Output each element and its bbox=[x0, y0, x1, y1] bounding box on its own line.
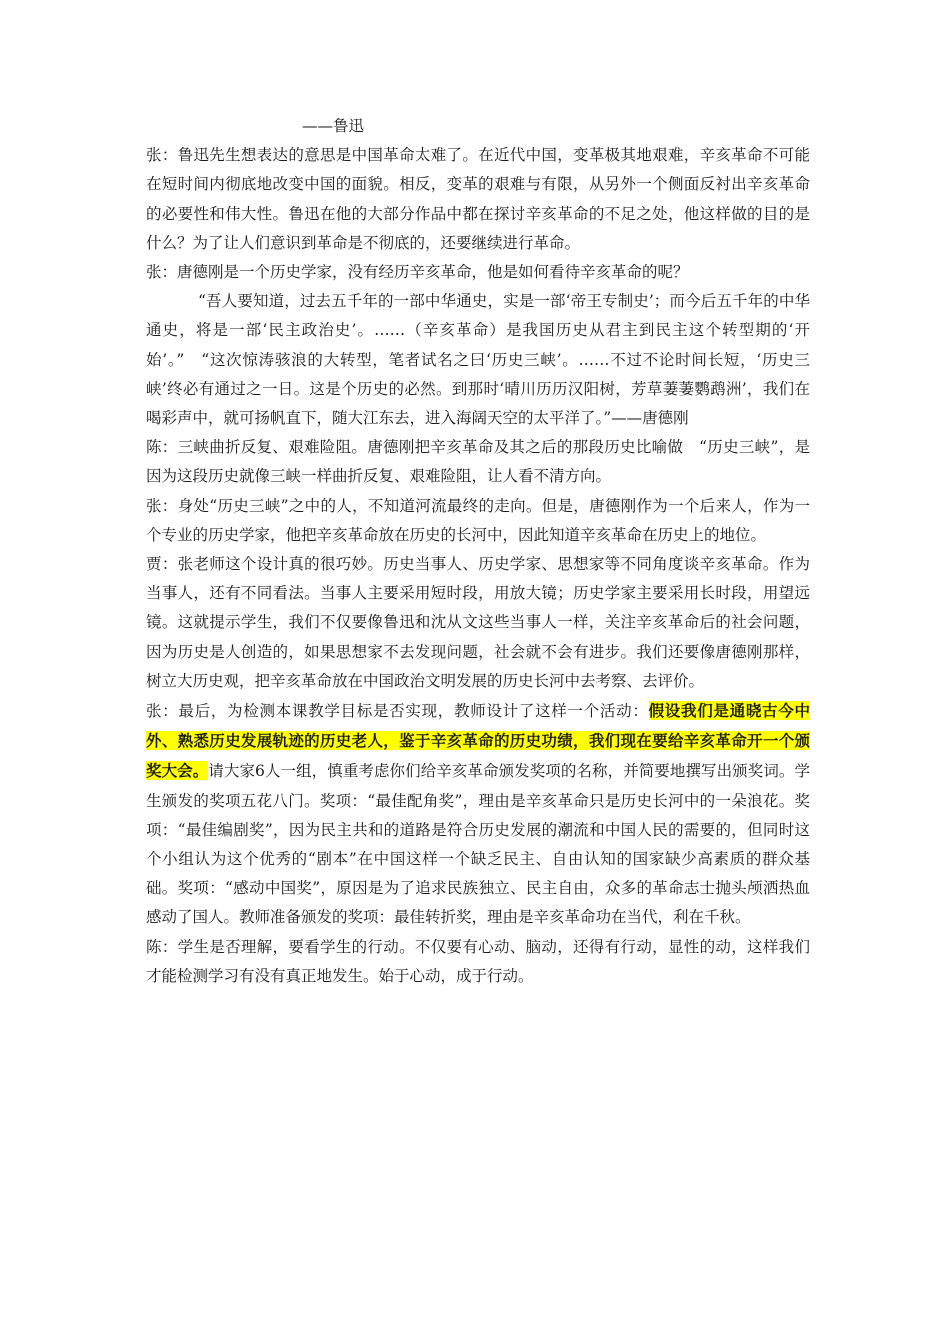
paragraph-jia: 贾：张老师这个设计真的很巧妙。历史当事人、历史学家、思想家等不同角度谈辛亥革命。作为当事人，还有不同看法。当事人主要采用短时段，用放大镜；历史学家主要采用长时段，用望远镜。这就提示学生，我们不仅要像鲁迅和沈从文这些当事人一样，关注辛亥革命后的社会问题，因为历史是人创造的，如果思想家不去发现问题，社会就不会有进步。我们还要像唐德刚那样，树立大历史观，把辛亥革命放在中国政治文明发展的历史长河中去考察、去评价。 bbox=[146, 555, 810, 690]
paragraph-zhang-4-body: 请大家6人一组，慎重考虑你们给辛亥革命颁发奖项的名称，并简要地撰写出颁奖词。学生颁发的奖项五花八门。奖项：“最佳配角奖”，理由是辛亥革命只是历史长河中的一朵浪花。奖项：“最佳编剧奖”，因为民主共和的道路是符合历史发展的潮流和中国人民的需要的，但同时这个小组认为这个优秀的“剧本”在中国这样一个缺乏民主、自由认知的国家缺少高素质的群众基础。奖项：“感动中国奖”，原因是为了追求民族独立、民主自由，众多的革命志士抛头颅洒热血感动了国人。教师准备颁发的奖项：最佳转折奖，理由是辛亥革命功在当代，利在千秋。 bbox=[146, 762, 810, 927]
paragraph-zhang-1: 张：鲁迅先生想表达的意思是中国革命太难了。在近代中国，变革极其地艰难，辛亥革命不可能在短时间内彻底地改变中国的面貌。相反，变革的艰难与有限，从另外一个侧面反衬出辛亥革命的必要性和伟大性。鲁迅在他的大部分作品中都在探讨辛亥革命的不足之处，他这样做的目的是什么？为了让人们意识到革命是不彻底的，还要继续进行革命。 bbox=[146, 146, 810, 252]
paragraph-zhang-4-lead: 张：最后，为检测本课教学目标是否实现，教师设计了这样一个活动： bbox=[146, 702, 649, 721]
paragraph-chen-1: 陈：三峡曲折反复、艰难险阻。唐德刚把辛亥革命及其之后的那段历史比喻做 “历史三峡”，是因为这段历史就像三峡一样曲折反复、艰难险阻，让人看不清方向。 bbox=[146, 438, 810, 486]
paragraph-zhang-2: 张：唐德刚是一个历史学家，没有经历辛亥革命，他是如何看待辛亥革命的呢？ bbox=[146, 263, 689, 282]
paragraph-zhang-3: 张：身处“历史三峡”之中的人，不知道河流最终的走向。但是，唐德刚作为一个后来人，作为一个专业的历史学家，他把辛亥革命放在历史的长河中，因此知道辛亥革命在历史上的地位。 bbox=[146, 496, 810, 544]
paragraph-zhang-4 bbox=[146, 696, 810, 933]
paragraph-chen-2: 陈：学生是否理解，要看学生的行动。不仅要有心动、脑动，还得有行动，显性的动，这样我们才能检测学习有没有真正地发生。始于心动，成于行动。 bbox=[146, 937, 810, 985]
document-body bbox=[146, 112, 810, 991]
highlighted-activity-text: 假设我们是通晓古今中外、熟悉历史发展轨迹的历史老人，鉴于辛亥革命的历史功绩，我们现在要给辛亥革命开一个颁奖大会。 bbox=[146, 701, 810, 781]
quote-tang-degang: “吾人要知道，过去五千年的一部中华通史，实是一部‘帝王专制史’；而今后五千年的中华通史，将是一部‘民主政治史’。……（辛亥革命）是我国历史从君主到民主这个转型期的‘开始’。” “这次惊涛骇浪的大转型，笔者试名之曰‘历史三峡’。……不过不论时间长短，‘历史三峡’终必有通过之一日。这是个历史的必然。到那时‘晴川历历汉阳树，芳草萋萋鹦鹉洲’，我们在喝彩声中，就可扬帆直下，随大江东去，进入海阔天空的太平洋了。”——唐德刚 bbox=[146, 292, 810, 428]
quote-attribution: ——鲁迅 bbox=[302, 117, 365, 135]
